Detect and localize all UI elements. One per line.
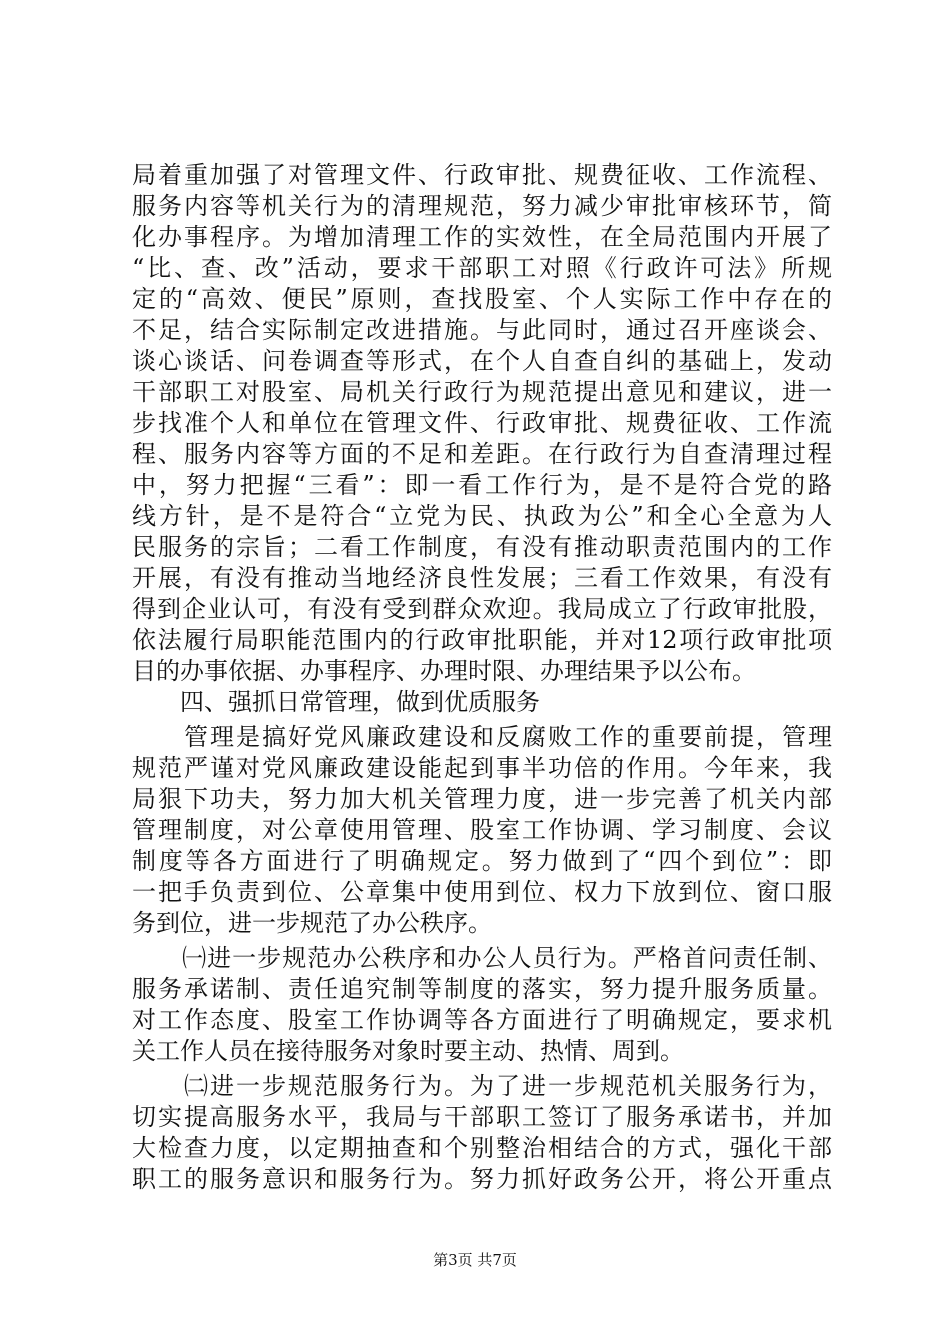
text-line: 谈心谈话、问卷调查等形式，在个人自查自纠的基础上，发动 [132,347,832,375]
text-line: 不足，结合实际制定改进措施。与此同时，通过召开座谈会、 [132,316,832,344]
text-line: 干部职工对股室、局机关行政行为规范提出意见和建议，进一 [132,378,832,406]
text-line: 步找准个人和单位在管理文件、行政审批、规费征收、工作流 [132,409,832,437]
text-line: 关工作人员在接待服务对象时要主动、热情、周到。 [132,1037,684,1065]
text-line: ㈠进一步规范办公秩序和办公人员行为。严格首问责任制、 [132,944,832,972]
text-line: 化办事程序。为增加清理工作的实效性，在全局范围内开展了 [132,223,832,251]
text-line: 目的办事依据、办事程序、办理时限、办理结果予以公布。 [132,657,756,685]
text-line: 依法履行局职能范围内的行政审批职能，并对12项行政审批项 [132,626,832,654]
text-line: 开展，有没有推动当地经济良性发展；三看工作效果，有没有 [132,564,832,592]
text-line: 定的“高效、便民”原则，查找股室、个人实际工作中存在的 [132,285,832,313]
text-line: 一把手负责到位、公章集中使用到位、权力下放到位、窗口服 [132,878,832,906]
text-line: “比、查、改”活动，要求干部职工对照《行政许可法》所规 [132,254,832,282]
text-line: 局着重加强了对管理文件、行政审批、规费征收、工作流程、 [132,161,832,189]
text-line: 大检查力度，以定期抽查和个别整治相结合的方式，强化干部 [132,1134,832,1162]
text-line: 服务内容等机关行为的清理规范，努力减少审批审核环节，简 [132,192,832,220]
text-line: 民服务的宗旨；二看工作制度，有没有推动职责范围内的工作 [132,533,832,561]
text-line: 管理制度，对公章使用管理、股室工作协调、学习制度、会议 [132,816,832,844]
text-line: 中，努力把握“三看”：即一看工作行为，是不是符合党的路 [132,471,832,499]
text-line: 职工的服务意识和服务行为。努力抓好政务公开，将公开重点 [132,1165,832,1193]
text-line: 得到企业认可，有没有受到群众欢迎。我局成立了行政审批股， [132,595,832,623]
section-heading: 四、强抓日常管理，做到优质服务 [132,688,540,716]
text-line: 对工作态度、股室工作协调等各方面进行了明确规定，要求机 [132,1006,832,1034]
text-line: 切实提高服务水平，我局与干部职工签订了服务承诺书，并加 [132,1103,832,1131]
text-line: 程、服务内容等方面的不足和差距。在行政行为自查清理过程 [132,440,832,468]
text-line: ㈡进一步规范服务行为。为了进一步规范机关服务行为， [132,1072,832,1100]
text-line: 线方针，是不是符合“立党为民、执政为公”和全心全意为人 [132,502,832,530]
text-line: 局狠下功夫，努力加大机关管理力度，进一步完善了机关内部 [132,785,832,813]
text-line: 管理是搞好党风廉政建设和反腐败工作的重要前提，管理 [132,723,832,751]
text-line: 制度等各方面进行了明确规定。努力做到了“四个到位”：即 [132,847,832,875]
document-body [132,160,832,1195]
text-line: 规范严谨对党风廉政建设能起到事半功倍的作用。今年来，我 [132,754,832,782]
text-line: 务到位，进一步规范了办公秩序。 [132,909,492,937]
text-line: 服务承诺制、责任追究制等制度的落实，努力提升服务质量。 [132,975,832,1003]
page-number-footer: 第3页 共7页 [433,1251,517,1269]
